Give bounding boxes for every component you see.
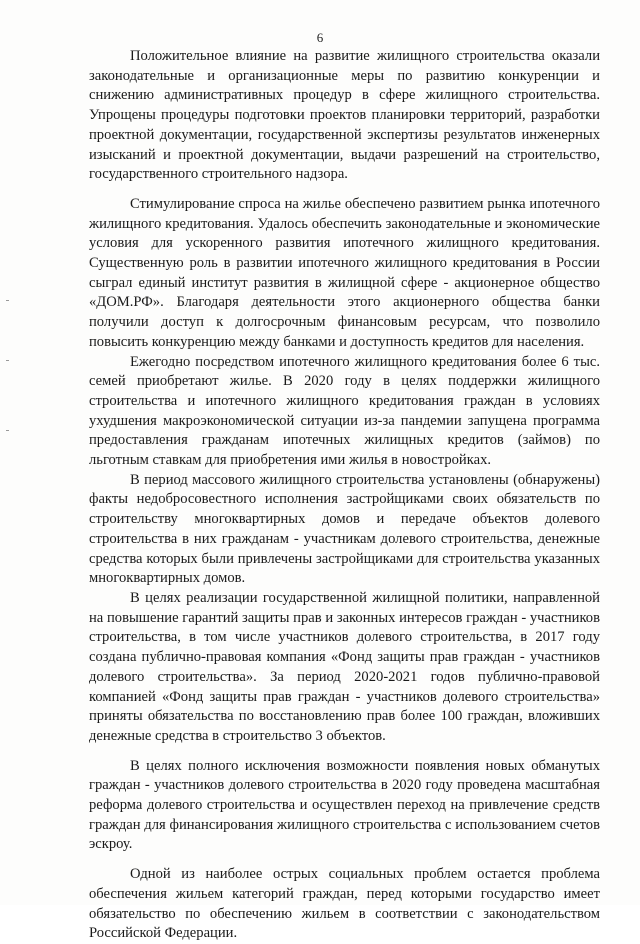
scan-artifact [6, 300, 9, 301]
body-text [89, 47, 600, 944]
paragraph: Одной из наиболее острых социальных проблем остается проблема обеспечения жильем категорий граждан, перед которыми государство имеет обязательство по обеспечению жильем в соответствии с законодательством Российской Федерации. [89, 866, 600, 942]
paragraph: Положительное влияние на развитие жилищного строительства оказали законодательные и организационные меры по развитию конкуренции и снижению административных процедур в сфере жилищного строительства. Упрощены процедуры подготовки проектов планировки территорий, разработки проектной документации, государственной экспертизы результатов инженерных изысканий и проектной документации, выдачи разрешений на строительство, государственного строительного надзора. [89, 48, 600, 183]
paragraph: В целях полного исключения возможности появления новых обманутых граждан - участников долевого строительства в 2020 году проведена масштабная реформа долевого строительства и осуществлен переход на привлечение средств граждан для финансирования жилищного строительства с использованием счетов эскроу. [89, 757, 600, 853]
scan-artifact [6, 360, 9, 361]
paragraph: Стимулирование спроса на жилье обеспечено развитием рынка ипотечного жилищного кредитования. Удалось обеспечить законодательные и экономические условия для ускоренного развития ипотечного жилищного кредитования. Существенную роль в развитии ипотечного жилищного кредитования в России сыграл единый институт развития в жилищной сфере - акционерное общество «ДОМ.РФ». Благодаря деятельности этого акционерного общества банки получили доступ к долгосрочным финансовым ресурсам, что позволило повысить конкуренцию между банками и доступность кредитов для населения. [89, 195, 600, 350]
paragraph: В целях реализации государственной жилищной политики, направленной на повышение гарантий защиты прав и законных интересов граждан - участников строительства, в том числе участников долевого строительства, в 2017 году создана публично-правовая компания «Фонд защиты прав граждан - участников долевого строительства». За период 2020-2021 годов публично-правовой компанией «Фонд защиты прав граждан - участников долевого строительства» приняты обязательства по восстановлению прав более 100 граждан, вложивших денежные средства в строительство 3 объектов. [89, 589, 600, 744]
paragraph: В период массового жилищного строительства установлены (обнаружены) факты недобросовестного исполнения застройщиками своих обязательств по строительству многоквартирных домов и передаче объектов долевого строительства в них гражданам - участникам долевого строительства, денежные средства которых были привлечены застройщиками для строительства указанных многоквартирных домов. [89, 471, 600, 587]
paragraph: Ежегодно посредством ипотечного жилищного кредитования более 6 тыс. семей приобретают жилье. В 2020 году в целях поддержки жилищного строительства и ипотечного жилищного кредитования граждан в условиях ухудшения макроэкономической ситуации из-за пандемии запущена программа предоставления гражданам ипотечных жилищных кредитов (займов) по льготным ставкам для приобретения ими жилья в новостройках. [89, 353, 600, 469]
page-number: 6 [316, 30, 324, 45]
scan-artifact [6, 430, 9, 431]
